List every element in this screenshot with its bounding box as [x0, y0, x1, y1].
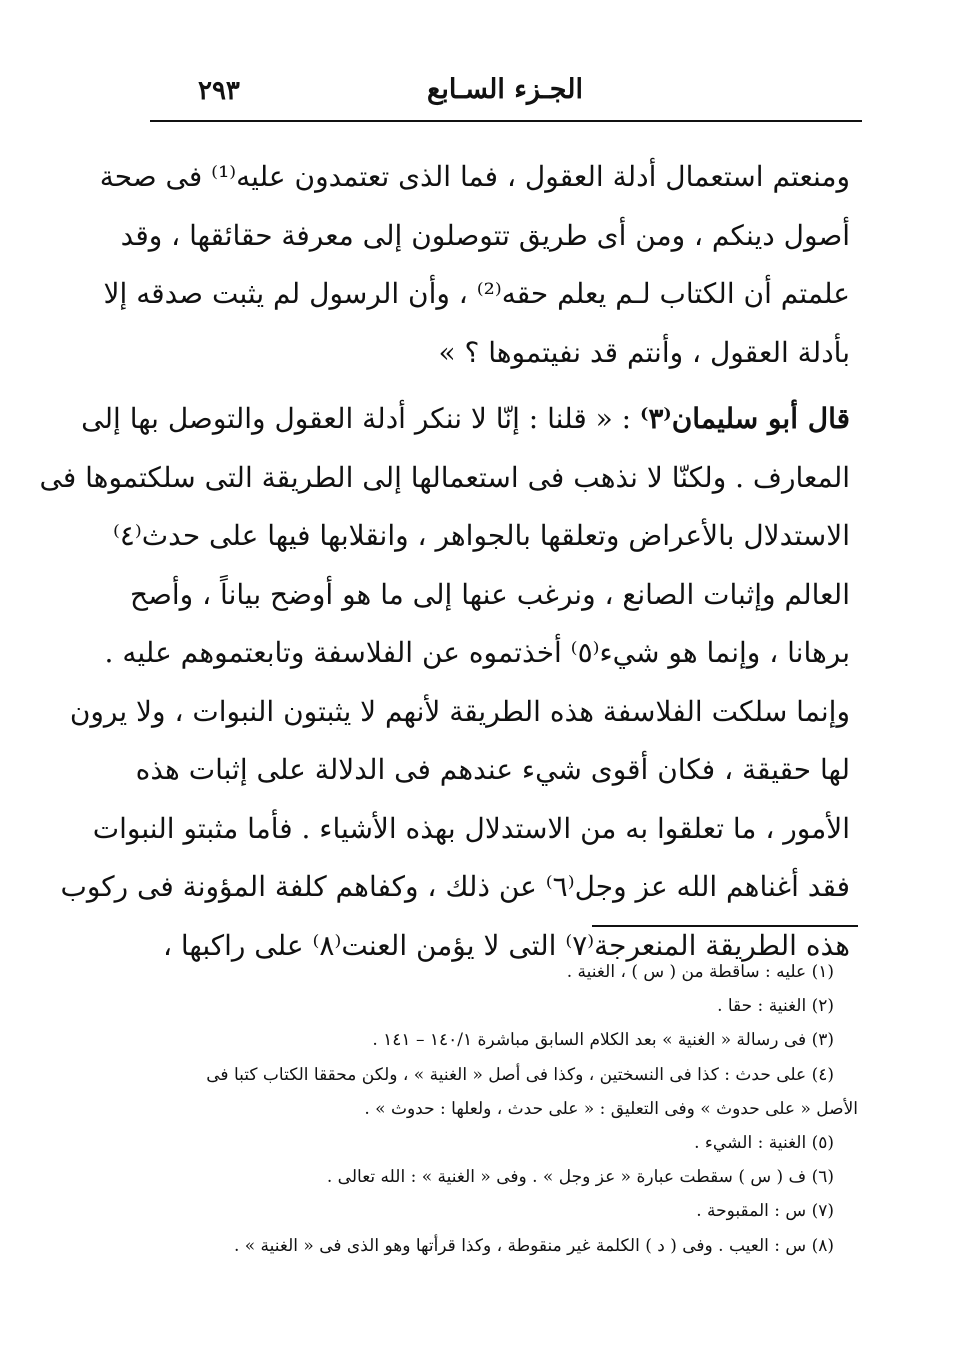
footnotes: [206, 955, 858, 1263]
body-line: أصول دينكم ، ومن أى طريق تتوصلون إلى معرفة حقائقها ، وقد: [120, 218, 850, 252]
body-line: هذه الطريقة المنعرجة⁽٧⁾ التى لا يؤمن العنت⁽٨⁾ على راكبها ،: [162, 928, 850, 962]
speaker-name: قال أبو سليمان⁽٣⁾: [640, 402, 850, 435]
running-title: الجـزء السـابع: [427, 74, 583, 105]
body-line: وإنما سلكت الفلاسفة هذه الطريقة لأنهم لا يثبتون النبوات ، ولا يرون: [69, 694, 850, 728]
page-number: ٢٩٣: [198, 76, 240, 106]
body-line: العالم وإثبات الصانع ، ونرغب عنها إلى ما هو أوضح بياناً ، وأصح: [130, 577, 850, 611]
body-line: فقد أغناهم الله عز وجل⁽٦⁾ عن ذلك ، وكفاهم كلفة المؤونة فى ركوب: [60, 870, 850, 903]
paragraph-gap: [196, 382, 850, 390]
body-line: برهانا ، وإنما هو شيء⁽٥⁾ أخذتموه عن الفلاسفة وتابعتموهم عليه .: [104, 636, 850, 669]
body-line: الأمور ، ما تعلقوا به من الاستدلال بهذه الأشياء . فأما مثبتو النبوات: [92, 811, 850, 845]
header-rule: [150, 120, 862, 122]
footnote: (٣) فى رسالة « الغنية » بعد الكلام السابق مباشرة ١٤٠/١ – ١٤١ .: [372, 1030, 834, 1051]
body-line: لها حقيقة ، فكان أقوى شيء عندهم فى الدلالة على إثبات هذه: [135, 753, 850, 786]
footnote: (٧) س : المقبوحة .: [696, 1201, 834, 1222]
body-line: المعارف . ولكنّا لا نذهب فى استعمالها إلى الطريقة التى سلكتموها فى: [39, 460, 850, 494]
page-header: [150, 72, 860, 118]
body-line: علمتم أن الكتاب لـم يعلم حقه⁽²⁾ ، وأن الرسول لم يثبت صدقه إلا: [103, 277, 850, 310]
footnote: (٨) س : العيب . وفى ( د ) الكلمة غير منقوطة ، وكذا قرأتها وهو الذى فى « الغنية » .: [233, 1235, 834, 1256]
footnote: (١) عليه : ساقطة من ( س ) ، الغنية .: [566, 962, 834, 982]
footnote: (٤) على حدث : كذا فى النسختين ، وكذا فى أصل « الغنية » ، ولكن محققا الكتاب كتبا فى: [206, 1064, 834, 1085]
footnote: (٢) الغنية : حقا .: [717, 996, 834, 1017]
body-line: الاستدلال بالأعراض وتعلقها بالجواهر ، وانقلابها فيها على حدث⁽٤⁾: [112, 519, 850, 552]
footnote: (٥) الغنية : الشيء .: [694, 1132, 834, 1153]
footnote-continuation: الأصل « على حدوث » وفى التعليق : « على حدث ، ولعلها : حدوث » .: [364, 1098, 858, 1119]
body-line: ومنعتم استعمال أدلة العقول ، فما الذى تعتمدون عليه⁽¹⁾ فى صحة: [99, 160, 850, 193]
footnote-rule: [592, 925, 858, 927]
body-line-speaker: [81, 390, 850, 449]
body-line: بأدلة العقول ، وأنتم قد نفيتموها ؟ »: [438, 335, 850, 369]
footnote: (٦) ف ( س ) سقطت عبارة « عز وجل » . وفى « الغنية » : الله تعالى .: [326, 1167, 834, 1188]
speaker-quote: : « قلنا : إنّا لا ننكر أدلة العقول والتوصل بها إلى: [81, 402, 641, 435]
body-text: [39, 148, 850, 975]
